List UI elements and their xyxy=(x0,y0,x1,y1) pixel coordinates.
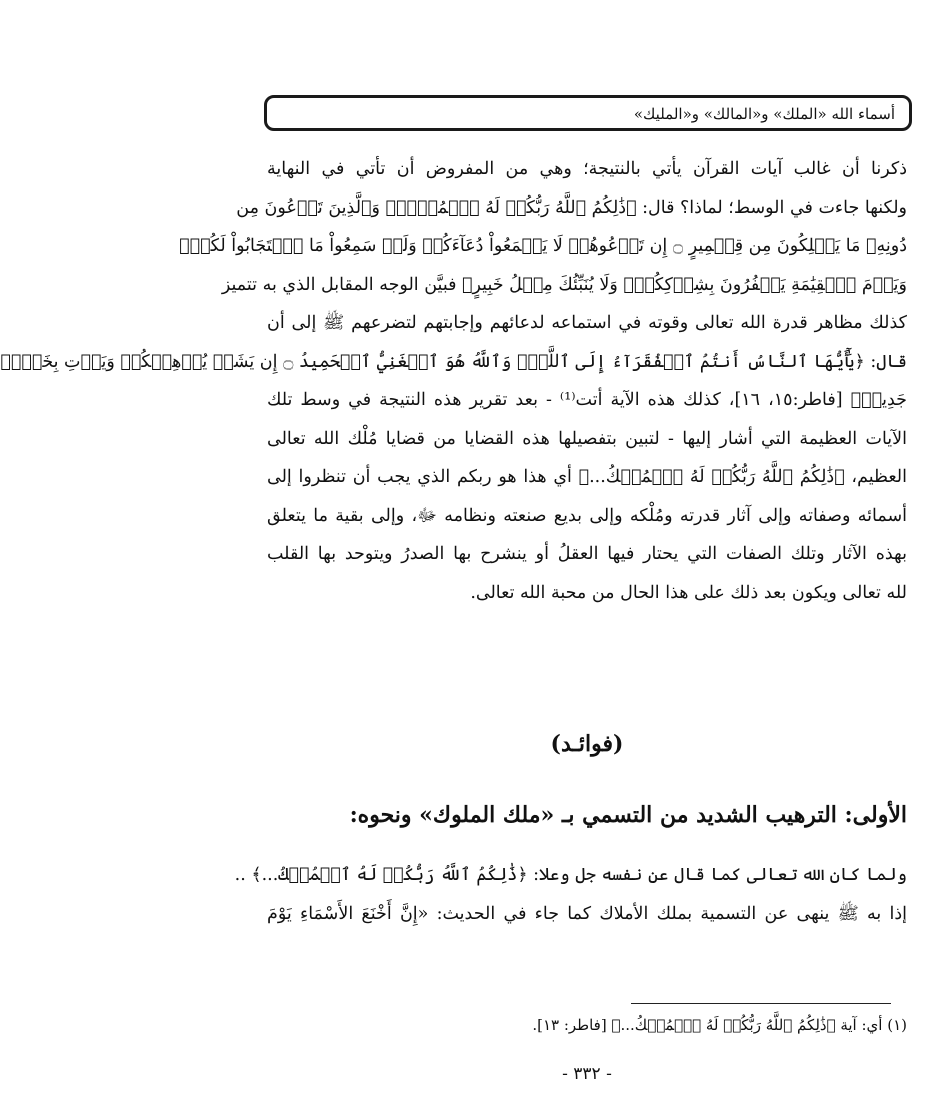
second-paragraph xyxy=(234,856,907,933)
text-line: قال: ﴿يَٰٓأَيُّهَا ٱلنَّاسُ أَنتُمُ ٱلۡفُقَرَآءُ إِلَى ٱللَّهِۖ وَٱللَّهُ هُوَ ٱلۡغَنِيُّ ٱلۡحَمِيدُ ۝ إِن يَشَأۡ يُذۡهِبۡكُمۡ وَيَأۡتِ بِخَلۡقٖ xyxy=(0,351,907,372)
text-line: لله تعالى ويكون بعد ذلك على هذا الحال من محبة الله تعالى. xyxy=(470,582,907,603)
text-line: العظيم، ﴿ذَٰلِكُمُ ٱللَّهُ رَبُّكُمۡ لَهُ ٱلۡمُلۡكُ...﴾ أي هذا هو ربكم الذي يجب أن تنظروا إلى xyxy=(267,467,907,487)
running-header xyxy=(264,95,912,131)
section-heading: (فوائـد) xyxy=(550,731,624,757)
header-title: أسماء الله «الملك» و«المالك» و«المليك» xyxy=(633,105,895,123)
text-line: الآيات العظيمة التي أشار إليها - لتبين بتفصيلها هذه القضايا من قضايا مُلْك الله تعالى xyxy=(267,428,907,449)
footnote: (١) أي: آية ﴿ذَٰلِكُمُ ٱللَّهُ رَبُّكُمۡ لَهُ ٱلۡمُلۡكُ...﴾ [فاطر: ١٣]. xyxy=(532,1016,907,1034)
text-line: أسمائه وصفاته وإلى آثار قدرته ومُلْكه وإلى بديع صنعته ونظامه ﷻ، وإلى بقية ما يتعلق xyxy=(267,505,907,526)
text-line: بهذه الآثار وتلك الصفات التي يحتار فيها العقلُ أو ينشرح بها الصدرُ ويتوحد بها القلب xyxy=(267,544,907,564)
text-line: وَيَوۡمَ ٱلۡقِيَٰمَةِ يَكۡفُرُونَ بِشِرۡكِكُمۡۚ وَلَا يُنَبِّئُكَ مِثۡلُ خَبِيرٍ﴾ فبيَّن الوجه المقابل الذي به تتميز xyxy=(221,274,907,295)
text-line: ذكرنا أن غالب آيات القرآن يأتي بالنتيجة؛ وهي من المفروض أن تأتي في النهاية xyxy=(267,159,907,179)
subheading: الأولى: الترهيب الشديد من التسمي بـ «ملك الملوك» ونحوه: xyxy=(349,802,907,828)
footnote-divider xyxy=(631,1003,891,1004)
text-line: إذا به ﷺ ينهى عن التسمية بملك الأملاك كما جاء في الحديث: «إِنَّ أَخْنَعَ الأَسْمَاءِ يَوْمَ xyxy=(267,903,907,924)
text-line: ولما كان الله تعالى كما قال عن نفسه جل وعلا: ﴿ذَٰلِكُمُ ٱللَّهُ رَبُّكُمۡ لَهُ ٱلۡمُلۡكُ...﴾ .. xyxy=(234,865,907,885)
text-line: جَدِيدٖ﴾ [فاطر:١٥، ١٦]، كذلك هذه الآية أتت⁽¹⁾ - بعد تقرير هذه النتيجة في وسط تلك xyxy=(267,390,907,410)
main-paragraph xyxy=(0,150,907,612)
text-line: كذلك مظاهر قدرة الله تعالى وقوته في استماعه لدعائهم وإجابتهم لتضرعهم ﷺ إلى أن xyxy=(267,313,907,333)
page-number: - ٣٣٢ - xyxy=(562,1064,612,1084)
text-line: ولكنها جاءت في الوسط؛ لماذا؟ قال: ﴿ذَٰلِكُمُ ٱللَّهُ رَبُّكُمۡ لَهُ ٱلۡمُلۡكُۚ وَٱلَّذِينَ تَدۡعُونَ مِن xyxy=(236,197,907,218)
text-line: دُونِهِۦ مَا يَمۡلِكُونَ مِن قِطۡمِيرٍ ۝ إِن تَدۡعُوهُمۡ لَا يَسۡمَعُواْ دُعَآءَكُمۡ وَلَوۡ سَمِعُواْ مَا ٱسۡتَجَابُواْ لَكُمۡۖ xyxy=(179,236,907,256)
